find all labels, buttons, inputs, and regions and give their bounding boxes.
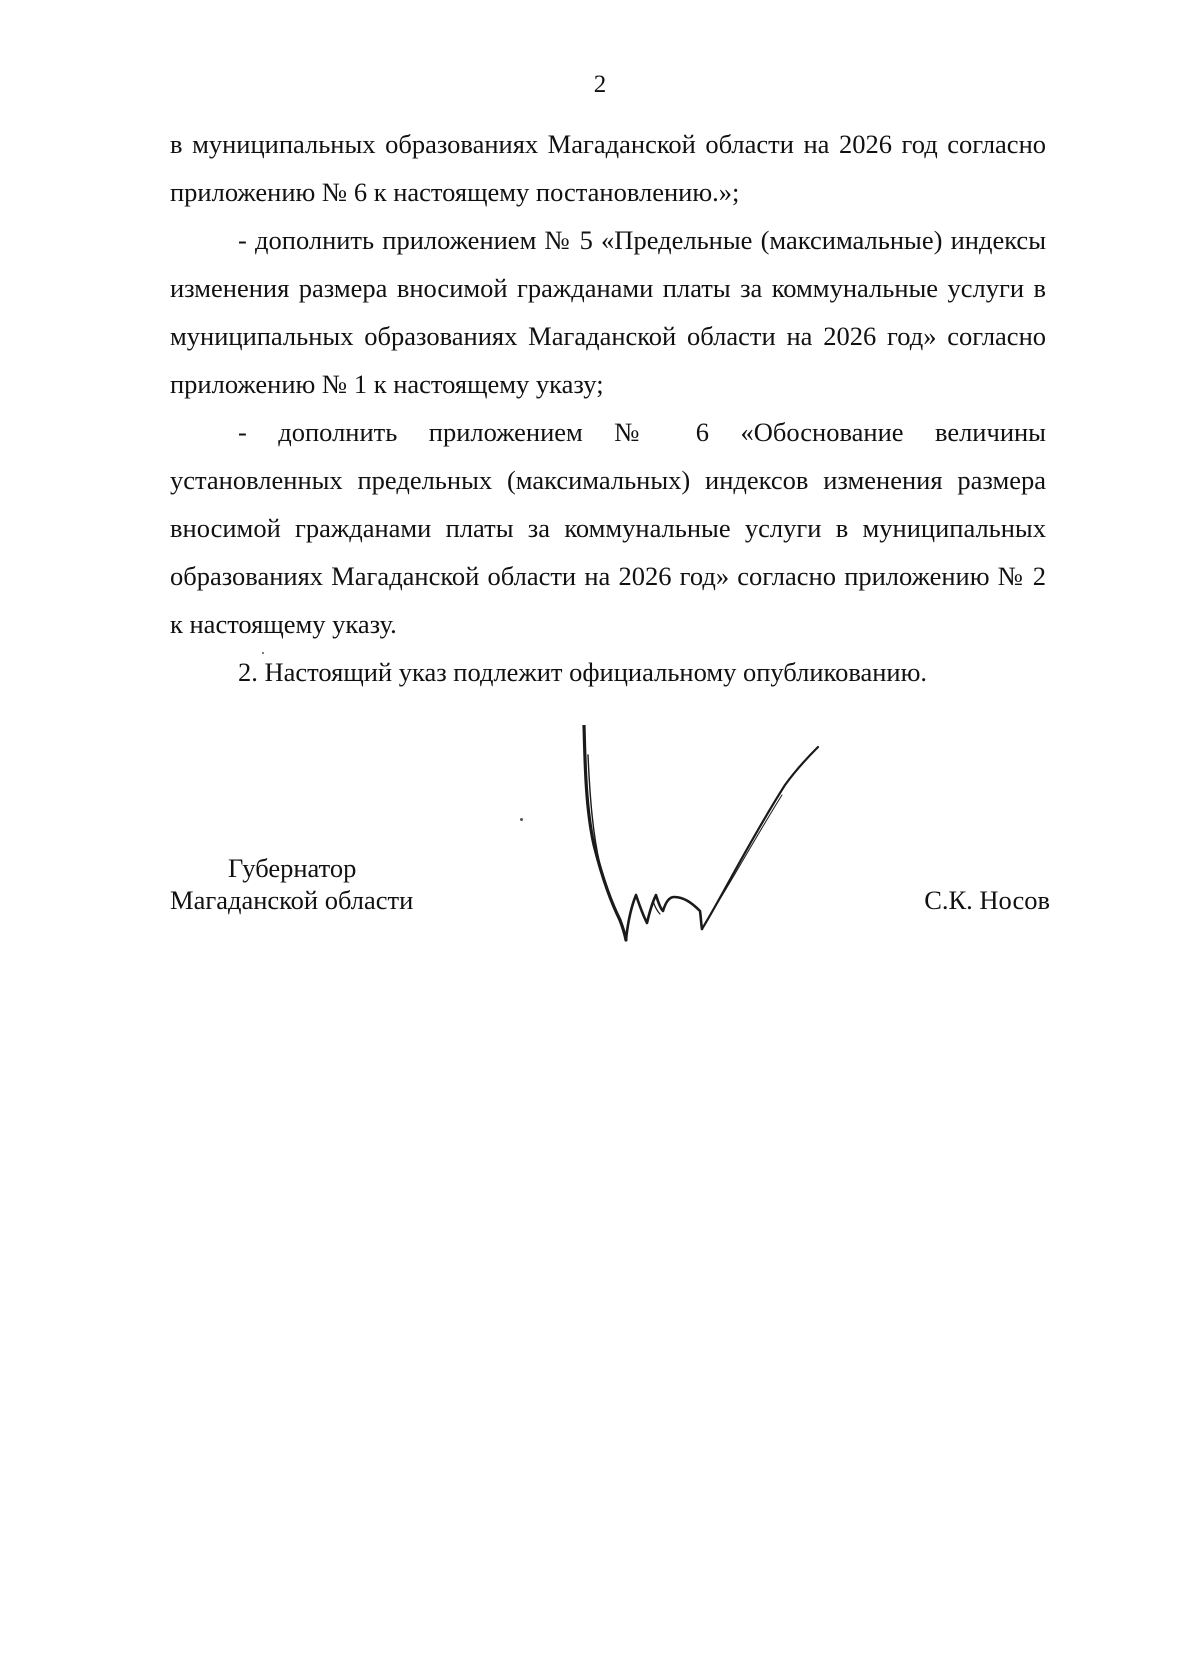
handwritten-signature xyxy=(560,725,840,975)
paragraph-appendix-6: - дополнить приложением № 6 «Обоснование величины установленных предельных (максимальных) индексов изменения размера вносимой гражданами платы за коммунальные услуги в муниципальных образованиях Магаданской области на 2026 год» согласно приложению № 2 к настоящему указу. xyxy=(170,417,1046,639)
signatory-title-line1: Губернатор xyxy=(228,853,357,883)
signatory-title-line2: Магаданской области xyxy=(170,885,414,915)
scan-speck xyxy=(520,818,523,821)
document-body xyxy=(170,120,1046,696)
paragraph-continuation: в муниципальных образованиях Магаданской области на 2026 год согласно приложению № 6 к настоящему постановлению.»; xyxy=(170,129,1046,207)
scan-speck xyxy=(262,652,264,654)
page-number: 2 xyxy=(593,71,607,98)
signatory-name: С.К. Носов xyxy=(924,885,1050,915)
signatory-title xyxy=(170,852,470,916)
paragraph-appendix-5: - дополнить приложением № 5 «Предельные (максимальные) индексы изменения размера вносимой гражданами платы за коммунальные услуги в муниципальных образованиях Магаданской области на 2026 год» согласно приложению № 1 к настоящему указу; xyxy=(170,225,1046,399)
paragraph-publication: 2. Настоящий указ подлежит официальному опубликованию. xyxy=(238,657,928,687)
